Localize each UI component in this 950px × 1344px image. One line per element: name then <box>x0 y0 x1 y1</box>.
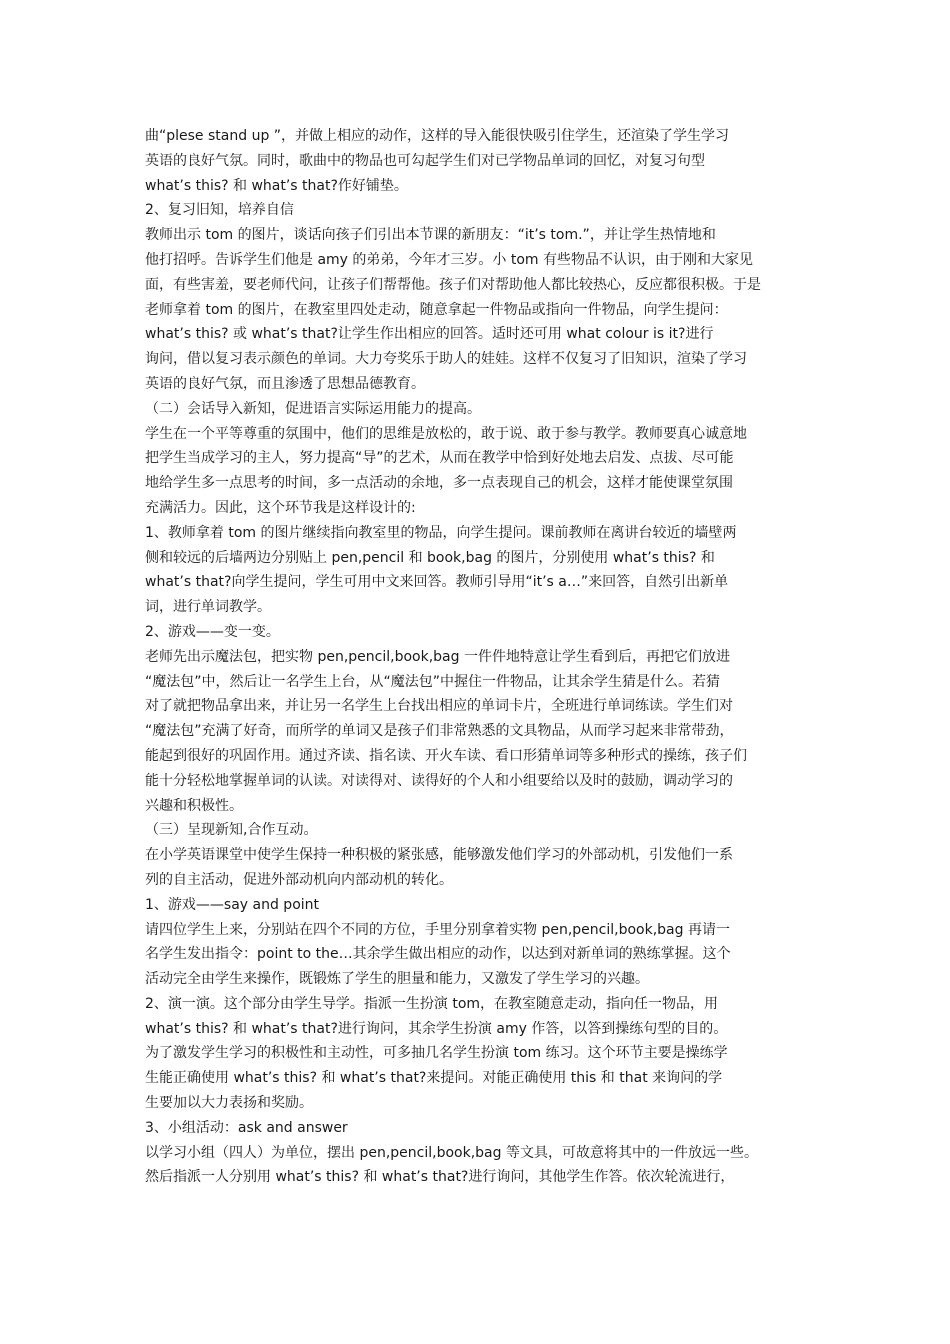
text-line: 侧和较远的后墙两边分别贴上 pen,pencil 和 book,bag 的图片，分别使用 what’s this? 和 <box>145 549 715 566</box>
text-line: 名学生发出指令：point to the…其余学生做出相应的动作，以达到对新单词的熟练掌握。这个 <box>145 946 731 963</box>
text-line: 能起到很好的巩固作用。通过齐读、指名读、开火车读、看口形猜单词等多种形式的操练，孩子们 <box>145 747 747 764</box>
text-line: 生要加以大力表扬和奖励。 <box>145 1095 313 1112</box>
text-line: 英语的良好气氛，而且渗透了思想品德教育。 <box>145 375 425 392</box>
text-line: 老师拿着 tom 的图片，在教室里四处走动，随意拿起一件物品或指向一件物品，向学生提问： <box>145 301 728 318</box>
text-line: 2、游戏——变一变。 <box>145 623 280 640</box>
text-line: 他打招呼。告诉学生们他是 amy 的弟弟，今年才三岁。小 tom 有些物品不认识，由于刚和大家见 <box>145 251 753 268</box>
text-line: 3、小组活动：ask and answer <box>145 1119 348 1136</box>
text-line: what’s that?向学生提问，学生可用中文来回答。教师引导用“it’s a…”来回答，自然引出新单 <box>145 574 729 591</box>
text-line: 老师先出示魔法包，把实物 pen,pencil,book,bag 一件件地特意让学生看到后，再把它们放进 <box>145 648 730 665</box>
text-line: 以学习小组（四人）为单位，摆出 pen,pencil,book,bag 等文具，可故意将其中的一件放远一些。 <box>145 1144 758 1161</box>
text-line: 为了激发学生学习的积极性和主动性，可多抽几名学生扮演 tom 练习。这个环节主要是操练学 <box>145 1045 728 1062</box>
text-line: 请四位学生上来，分别站在四个不同的方位，手里分别拿着实物 pen,pencil,book,bag 再请一 <box>145 921 730 938</box>
text-line: 把学生当成学习的主人，努力提高“导”的艺术，从而在教学中恰到好处地去启发、点拔、尽可能 <box>145 450 734 467</box>
text-line: 然后指派一人分别用 what’s this? 和 what’s that?进行询问，其他学生作答。依次轮流进行， <box>145 1169 735 1186</box>
text-line: 1、游戏——say and point <box>145 896 320 913</box>
text-line: 2、复习旧知，培养自信 <box>145 202 294 219</box>
text-line: 教师出示 tom 的图片，谈话向孩子们引出本节课的新朋友：“it’s tom.”，并让学生热情地和 <box>145 227 716 244</box>
text-line: （二）会话导入新知，促进语言实际运用能力的提高。 <box>145 400 481 417</box>
text-line: （三）呈现新知,合作互动。 <box>145 822 318 839</box>
text-line: 充满活力。因此，这个环节我是这样设计的: <box>145 499 416 516</box>
text-line: 活动完全由学生来操作，既锻炼了学生的胆量和能力，又激发了学生学习的兴趣。 <box>145 971 649 988</box>
text-line: 1、教师拿着 tom 的图片继续指向教室里的物品，向学生提问。课前教师在离讲台较近的墙壁两 <box>145 524 737 541</box>
text-line: 询问，借以复习表示颜色的单词。大力夸奖乐于助人的娃娃。这样不仅复习了旧知识，渲染了学习 <box>145 351 747 368</box>
text-line: 地给学生多一点思考的时间，多一点活动的余地，多一点表现自己的机会，这样才能使课堂氛围 <box>145 475 733 492</box>
text-line: 学生在一个平等尊重的氛围中，他们的思维是放松的，敢于说、敢于参与教学。教师要真心诚意地 <box>145 425 747 442</box>
text-line: what’s this? 或 what’s that?让学生作出相应的回答。适时还可用 what colour is it?进行 <box>145 326 714 343</box>
text-line: “魔法包”充满了好奇，而所学的单词又是孩子们非常熟悉的文具物品，从而学习起来非常带劲， <box>145 723 734 740</box>
text-line: 列的自主活动，促进外部动机向内部动机的转化。 <box>145 871 453 888</box>
text-line: 在小学英语课堂中使学生保持一种积极的紧张感，能够激发他们学习的外部动机，引发他们一系 <box>145 847 733 864</box>
text-line: 对了就把物品拿出来，并让另一名学生上台找出相应的单词卡片，全班进行单词练读。学生们对 <box>145 698 733 715</box>
document-body <box>145 124 825 1190</box>
text-line: what’s this? 和 what’s that?进行询问，其余学生扮演 amy 作答，以答到操练句型的目的。 <box>145 1020 728 1037</box>
text-line: “魔法包”中，然后让一名学生上台，从“魔法包”中握住一件物品，让其余学生猜是什么。若猜 <box>145 673 721 690</box>
text-line: 英语的良好气氛。同时，歌曲中的物品也可勾起学生们对已学物品单词的回忆，对复习句型 <box>145 152 705 169</box>
text-line: 能十分轻松地掌握单词的认读。对读得对、读得好的个人和小组要给以及时的鼓励，调动学习的 <box>145 772 733 789</box>
text-line: 词，进行单词教学。 <box>145 599 271 616</box>
text-line: what’s this? 和 what’s that?作好铺垫。 <box>145 177 408 194</box>
text-line: 面，有些害羞，要老师代问，让孩子们帮帮他。孩子们对帮助他人都比较热心，反应都很积极。于是 <box>145 276 761 293</box>
text-line: 生能正确使用 what’s this? 和 what’s that?来提问。对能正确使用 this 和 that 来询问的学 <box>145 1070 723 1087</box>
text-line: 兴趣和积极性。 <box>145 797 243 814</box>
text-line: 2、演一演。这个部分由学生导学。指派一生扮演 tom，在教室随意走动，指向任一物品，用 <box>145 995 719 1012</box>
text-line: 曲“plese stand up ”，并做上相应的动作，这样的导入能很快吸引住学生，还渲染了学生学习 <box>145 128 730 144</box>
